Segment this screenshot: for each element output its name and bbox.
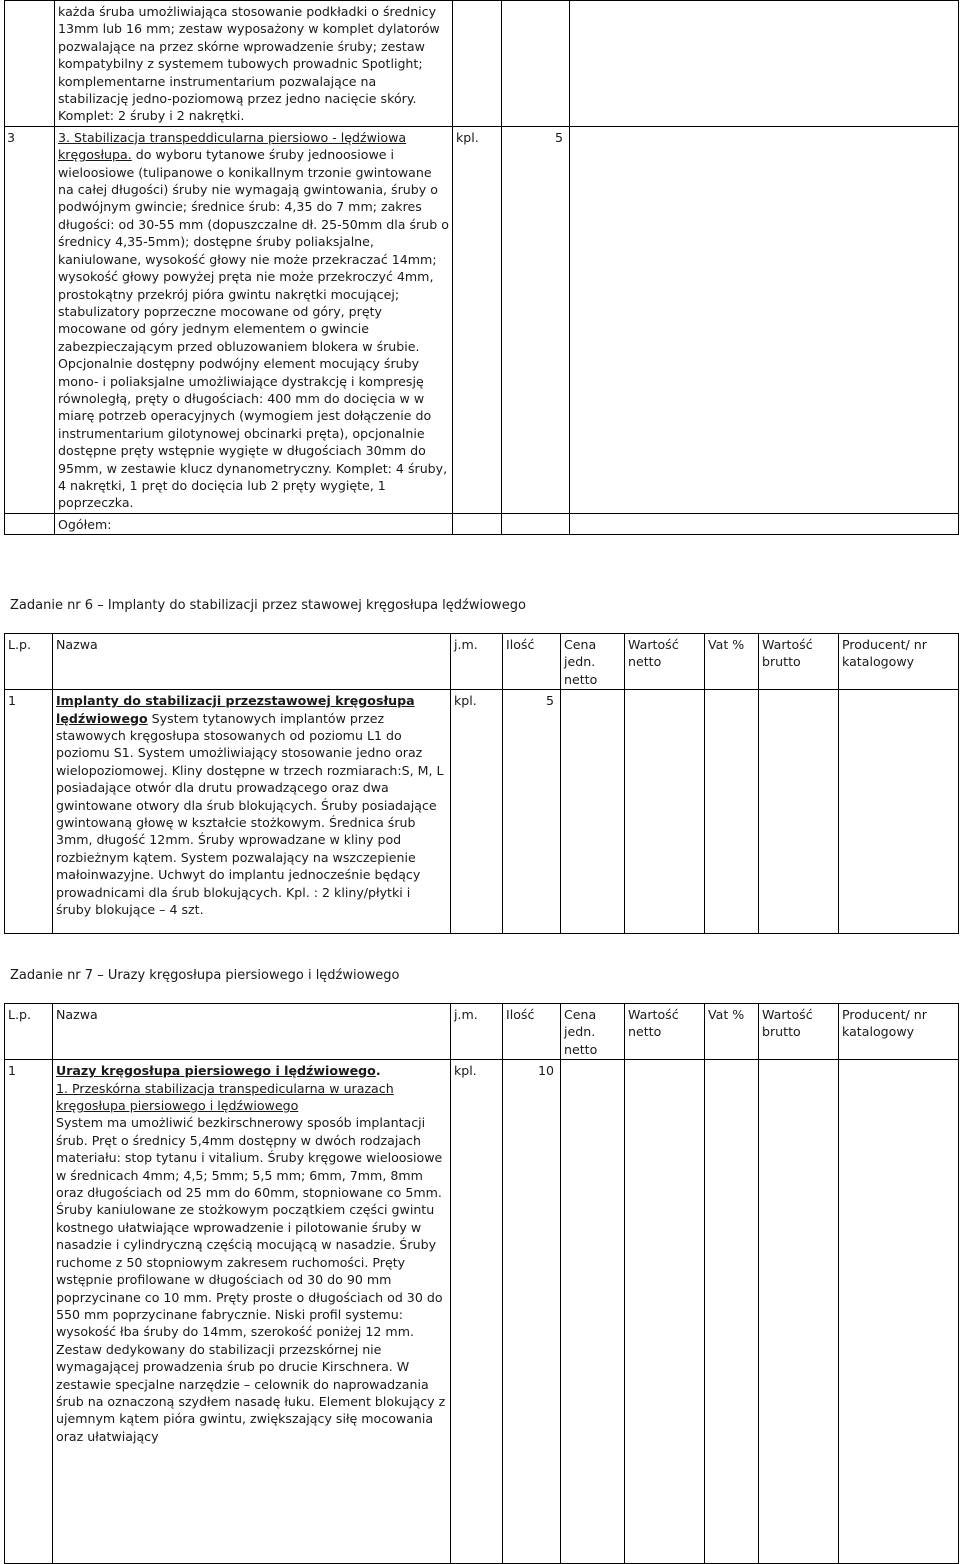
total-label: Ogółem: [55, 513, 453, 534]
item-description [53, 690, 451, 934]
table-row-total [5, 513, 959, 534]
table-continuation [4, 0, 959, 535]
section-heading-task-6: Zadanie nr 6 – Implanty do stabilizacji przez stawowej kręgosłupa lędźwiowego [10, 598, 526, 613]
item-title: Implanty do stabilizacji przezstawowej kręgosłupa lędźwiowego [56, 693, 415, 726]
item-body: do wyboru tytanowe śruby jednoosiowe i wieloosiowe (tulipanowe o konikallnym trzonie gwintowane na całej długości) śruby nie wymagają gwintowania, śruby o podwójnym gwincie; średnice śrub: 4,35 do 7 mm; zakres długości: od 30-55 mm (dopuszczalne dł. 25-50mm dla śrub o średnicy 4,35-5mm); dostępne śruby poliaksjalne, kaniulowane, wysokość głowy nie może przekraczać 14mm; wysokość głowy powyżej pręta nie może przekroczyć 4mm, prostokątny przekrój pióra gwintu nakrętki mocującej; stabulizatory poprzeczne mocowane od góry, pręty mocowane od góry jednym elementem o gwincie zabezpieczającym przed obluzowaniem blokera w śrubie. Opcjonalnie dostępny podwójny element mocujący śruby mono- i poliaksjalne umożliwiające dystrakcję i kompresję równoległą, pręty o długościach: 400 mm do docięcia w w miarę potrzeb operacyjnych (wymogiem jest dołączenie do instrumentarium gilotynowej obcinarki pręta), opcjonalnie dostępne pręty wstępnie wygięte w długościach 30mm do 95mm, w zestawie klucz dynanometryczny. Komplet: 4 śruby, 4 nakrętki, 1 pręt do docięcia lub 2 pręty wygięte, 1 poprzeczka. [58, 147, 449, 511]
col-ilosc: Ilość [503, 634, 561, 690]
col-nazwa: Nazwa [53, 634, 451, 690]
quantity: 10 [503, 1060, 561, 1564]
col-nazwa: Nazwa [53, 1004, 451, 1060]
item-subtitle: 1. Przeskórna stabilizacja transpedicularna w urazach kręgosłupa piersiowego i lędźwiowego [56, 1080, 394, 1114]
quantity: 5 [502, 126, 570, 513]
table-row [5, 1, 959, 127]
item-description [55, 126, 453, 513]
row-number: 1 [5, 1060, 53, 1564]
unit: kpl. [451, 690, 503, 934]
row-number: 3 [5, 126, 55, 513]
quantity: 5 [503, 690, 561, 934]
item-description: każda śruba umożliwiająca stosowanie podkładki o średnicy 13mm lub 16 mm; zestaw wyposażony w komplet dylatorów pozwalające na przez skórne wprowadzenie śruby; zestaw kompatybilny z systemem tubowych prowadnic Spotlight; komplementarne instrumentarium pozwalające na stabilizację jedno-poziomową przez jedno nacięcie skóry. Komplet: 2 śruby i 2 nakrętki. [55, 1, 453, 127]
col-cena: Cena jedn. netto [561, 634, 625, 690]
col-lp: L.p. [5, 1004, 53, 1060]
item-description [53, 1060, 451, 1564]
table-header-row [5, 1004, 959, 1060]
col-vat: Vat % [705, 634, 759, 690]
col-wartosc-netto: Wartość netto [625, 1004, 705, 1060]
col-wartosc-brutto: Wartość brutto [759, 634, 839, 690]
col-wartosc-netto: Wartość netto [625, 634, 705, 690]
item-title: Urazy kręgosłupa piersiowego i lędźwiowego [56, 1063, 376, 1079]
unit: kpl. [451, 1060, 503, 1564]
col-producent: Producent/ nr katalogowy [839, 1004, 959, 1060]
table-header-row [5, 634, 959, 690]
table-task-6 [4, 633, 959, 934]
col-wartosc-brutto: Wartość brutto [759, 1004, 839, 1060]
item-body: System tytanowych implantów przez stawowych kręgosłupa stosowanych od poziomu L1 do poziomu S1. System umożliwiający stosowanie jedno oraz wielopoziomowej. Kliny dostępne w trzech rozmiarach:S, M, L posiadające otwór dla drutu prowadzącego oraz dwa gwintowane otwory dla śrub blokujących. Śruby posiadające gwintowaną głowę w kształcie stożkowym. Średnica śrub 3mm, długość 12mm. Śruby wprowadzane w kliny pod rozbieżnym kątem. System pozwalający na wszczepienie małoinwazyjne. Uchwyt do implantu jednocześnie będący prowadnicami dla śrub blokujących. Kpl. : 2 kliny/płytki i śruby blokujące – 4 szt. [56, 710, 444, 918]
unit: kpl. [453, 126, 502, 513]
table-row [5, 1060, 959, 1564]
table-row [5, 690, 959, 934]
table-task-7 [4, 1003, 959, 1564]
item-title: 3. Stabilizacja transpeddicularna piersiowo - lędźwiowa kręgosłupa. [58, 129, 407, 163]
item-body: System ma umożliwić bezkirschnerowy sposób implantacji śrub. Pręt o średnicy 5,4mm dostępny w dwóch rodzajach materiału: stop tytanu i vitalium. Śruby kręgowe wieloosiowe w średnicach 4mm; 4,5; 5mm; 5,5 mm; 6mm, 7mm, 8mm oraz długościach od 25 mm do 60mm, stopniowane co 5mm. Śruby kaniulowane ze stożkowym początkiem części gwintu kostnego ułatwiające wprowadzenie i pilotowanie śruby w nasadzie i cylindryczną częścią mocującą w nasadzie. Śruby ruchome z 50 stopniowym zakresem ruchomości. Pręty wstępnie profilowane w długościach od 30 do 90 mm poprzycinane co 10 mm. Pręty proste o długościach od 30 do 550 mm poprzycinane fabrycznie. Niski profil systemu: wysokość łba śruby do 14mm, szerokość poniżej 12 mm. Zestaw dedykowany do stabilizacji przezskórnej nie wymagającej prowadzenia śrub po drucie Kirschnera. W zestawie specjalne narzędzie – celownik do naprowadzania śrub na oznaczoną szydłem nasadę łuku. Element blokujący z ujemnym kątem pióra gwintu, zwiększający siłę mocowania oraz ułatwiający [56, 1115, 446, 1444]
col-jm: j.m. [451, 634, 503, 690]
row-number: 1 [5, 690, 53, 934]
col-lp: L.p. [5, 634, 53, 690]
item-title-suffix: . [375, 1063, 381, 1079]
section-heading-task-7: Zadanie nr 7 – Urazy kręgosłupa piersiowego i lędźwiowego [10, 968, 400, 983]
col-cena: Cena jedn. netto [561, 1004, 625, 1060]
col-vat: Vat % [705, 1004, 759, 1060]
col-ilosc: Ilość [503, 1004, 561, 1060]
col-producent: Producent/ nr katalogowy [839, 634, 959, 690]
col-jm: j.m. [451, 1004, 503, 1060]
table-row [5, 126, 959, 513]
